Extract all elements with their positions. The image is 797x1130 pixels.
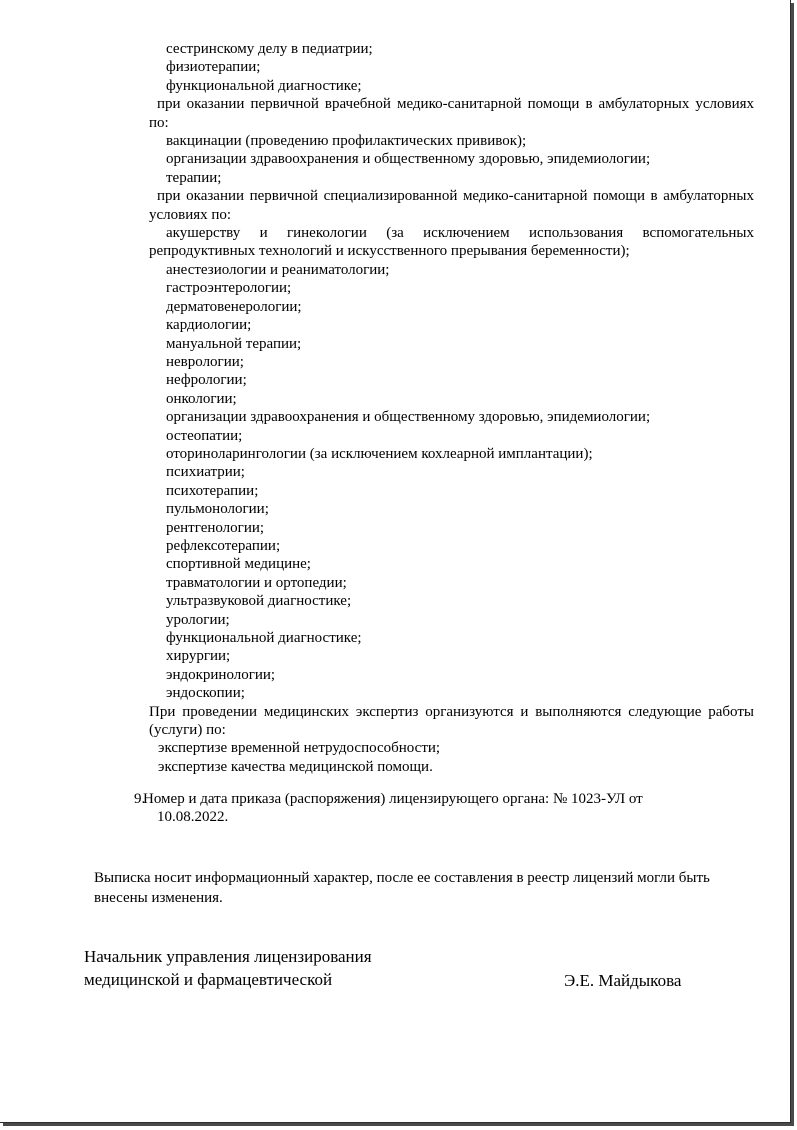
list-item: анестезиологии и реаниматологии;: [166, 261, 390, 278]
list-item: акушерству и гинекологии (за исключением использования вспомогательных репродуктивных технологий и искусственного прерывания беременности);: [149, 225, 754, 260]
list-item: рентгенологии;: [166, 519, 265, 536]
list-item: мануальной терапии;: [166, 335, 302, 352]
list-item: ультразвуковой диагностике;: [166, 593, 352, 610]
list-item: экспертизе временной нетрудоспособности;: [158, 740, 441, 757]
section-heading: при оказании первичной специализированной медико-санитарной помощи в амбулаторных условиях по:: [149, 188, 754, 223]
list-item: гастроэнтерологии;: [166, 280, 292, 297]
list-item: эндоскопии;: [166, 685, 245, 702]
list-item: терапии;: [166, 169, 222, 186]
signer-title-line2: медицинской и фармацевтической: [84, 970, 333, 989]
list-item: психотерапии;: [166, 482, 259, 499]
section-heading: При проведении медицинских экспертиз организуются и выполняются следующие работы (услуги) по:: [149, 703, 754, 739]
services-list: [149, 40, 754, 776]
list-item: спортивной медицине;: [166, 556, 311, 573]
section-heading: при оказании первичной врачебной медико-санитарной помощи в амбулаторных условиях по:: [149, 96, 754, 131]
list-item: рефлексотерапии;: [166, 537, 281, 554]
list-item: экспертизе качества медицинской помощи.: [158, 758, 433, 775]
list-item: хирургии;: [166, 648, 231, 665]
order-date: 10.08.2022.: [157, 809, 229, 826]
list-item: психиатрии;: [166, 464, 245, 481]
list-item: эндокринологии;: [166, 666, 276, 683]
list-item: кардиологии;: [166, 317, 252, 334]
signer-name: Э.Е. Майдыкова: [564, 971, 682, 990]
list-item: организации здравоохранения и общественному здоровью, эпидемиологии;: [166, 409, 651, 426]
list-item: пульмонологии;: [166, 501, 269, 518]
list-item: организации здравоохранения и общественному здоровью, эпидемиологии;: [166, 151, 651, 168]
list-item: функциональной диагностике;: [166, 77, 362, 94]
signer-title-line1: Начальник управления лицензирования: [84, 947, 372, 966]
list-item: дерматовенерологии;: [166, 298, 302, 315]
list-item: неврологии;: [166, 353, 244, 370]
list-item: травматологии и ортопедии;: [166, 574, 347, 591]
item-number: 9.: [134, 791, 146, 807]
info-note: Выписка носит информационный характер, после ее составления в реестр лицензий могли быть внесены изменения.: [94, 870, 710, 906]
list-item: физиотерапии;: [166, 59, 261, 76]
list-item: нефрологии;: [166, 372, 247, 389]
list-item: оториноларингологии (за исключением кохлеарной имплантации);: [166, 445, 593, 462]
list-item: остеопатии;: [166, 427, 243, 444]
list-item: сестринскому делу в педиатрии;: [166, 41, 373, 57]
order-text: Номер и дата приказа (распоряжения) лицензирующего органа: № 1023-УЛ от: [143, 791, 643, 807]
list-item: функциональной диагностике;: [166, 630, 362, 646]
list-item: урологии;: [166, 611, 230, 628]
list-item: вакцинации (проведению профилактических прививок);: [166, 133, 527, 150]
list-item: онкологии;: [166, 390, 237, 407]
